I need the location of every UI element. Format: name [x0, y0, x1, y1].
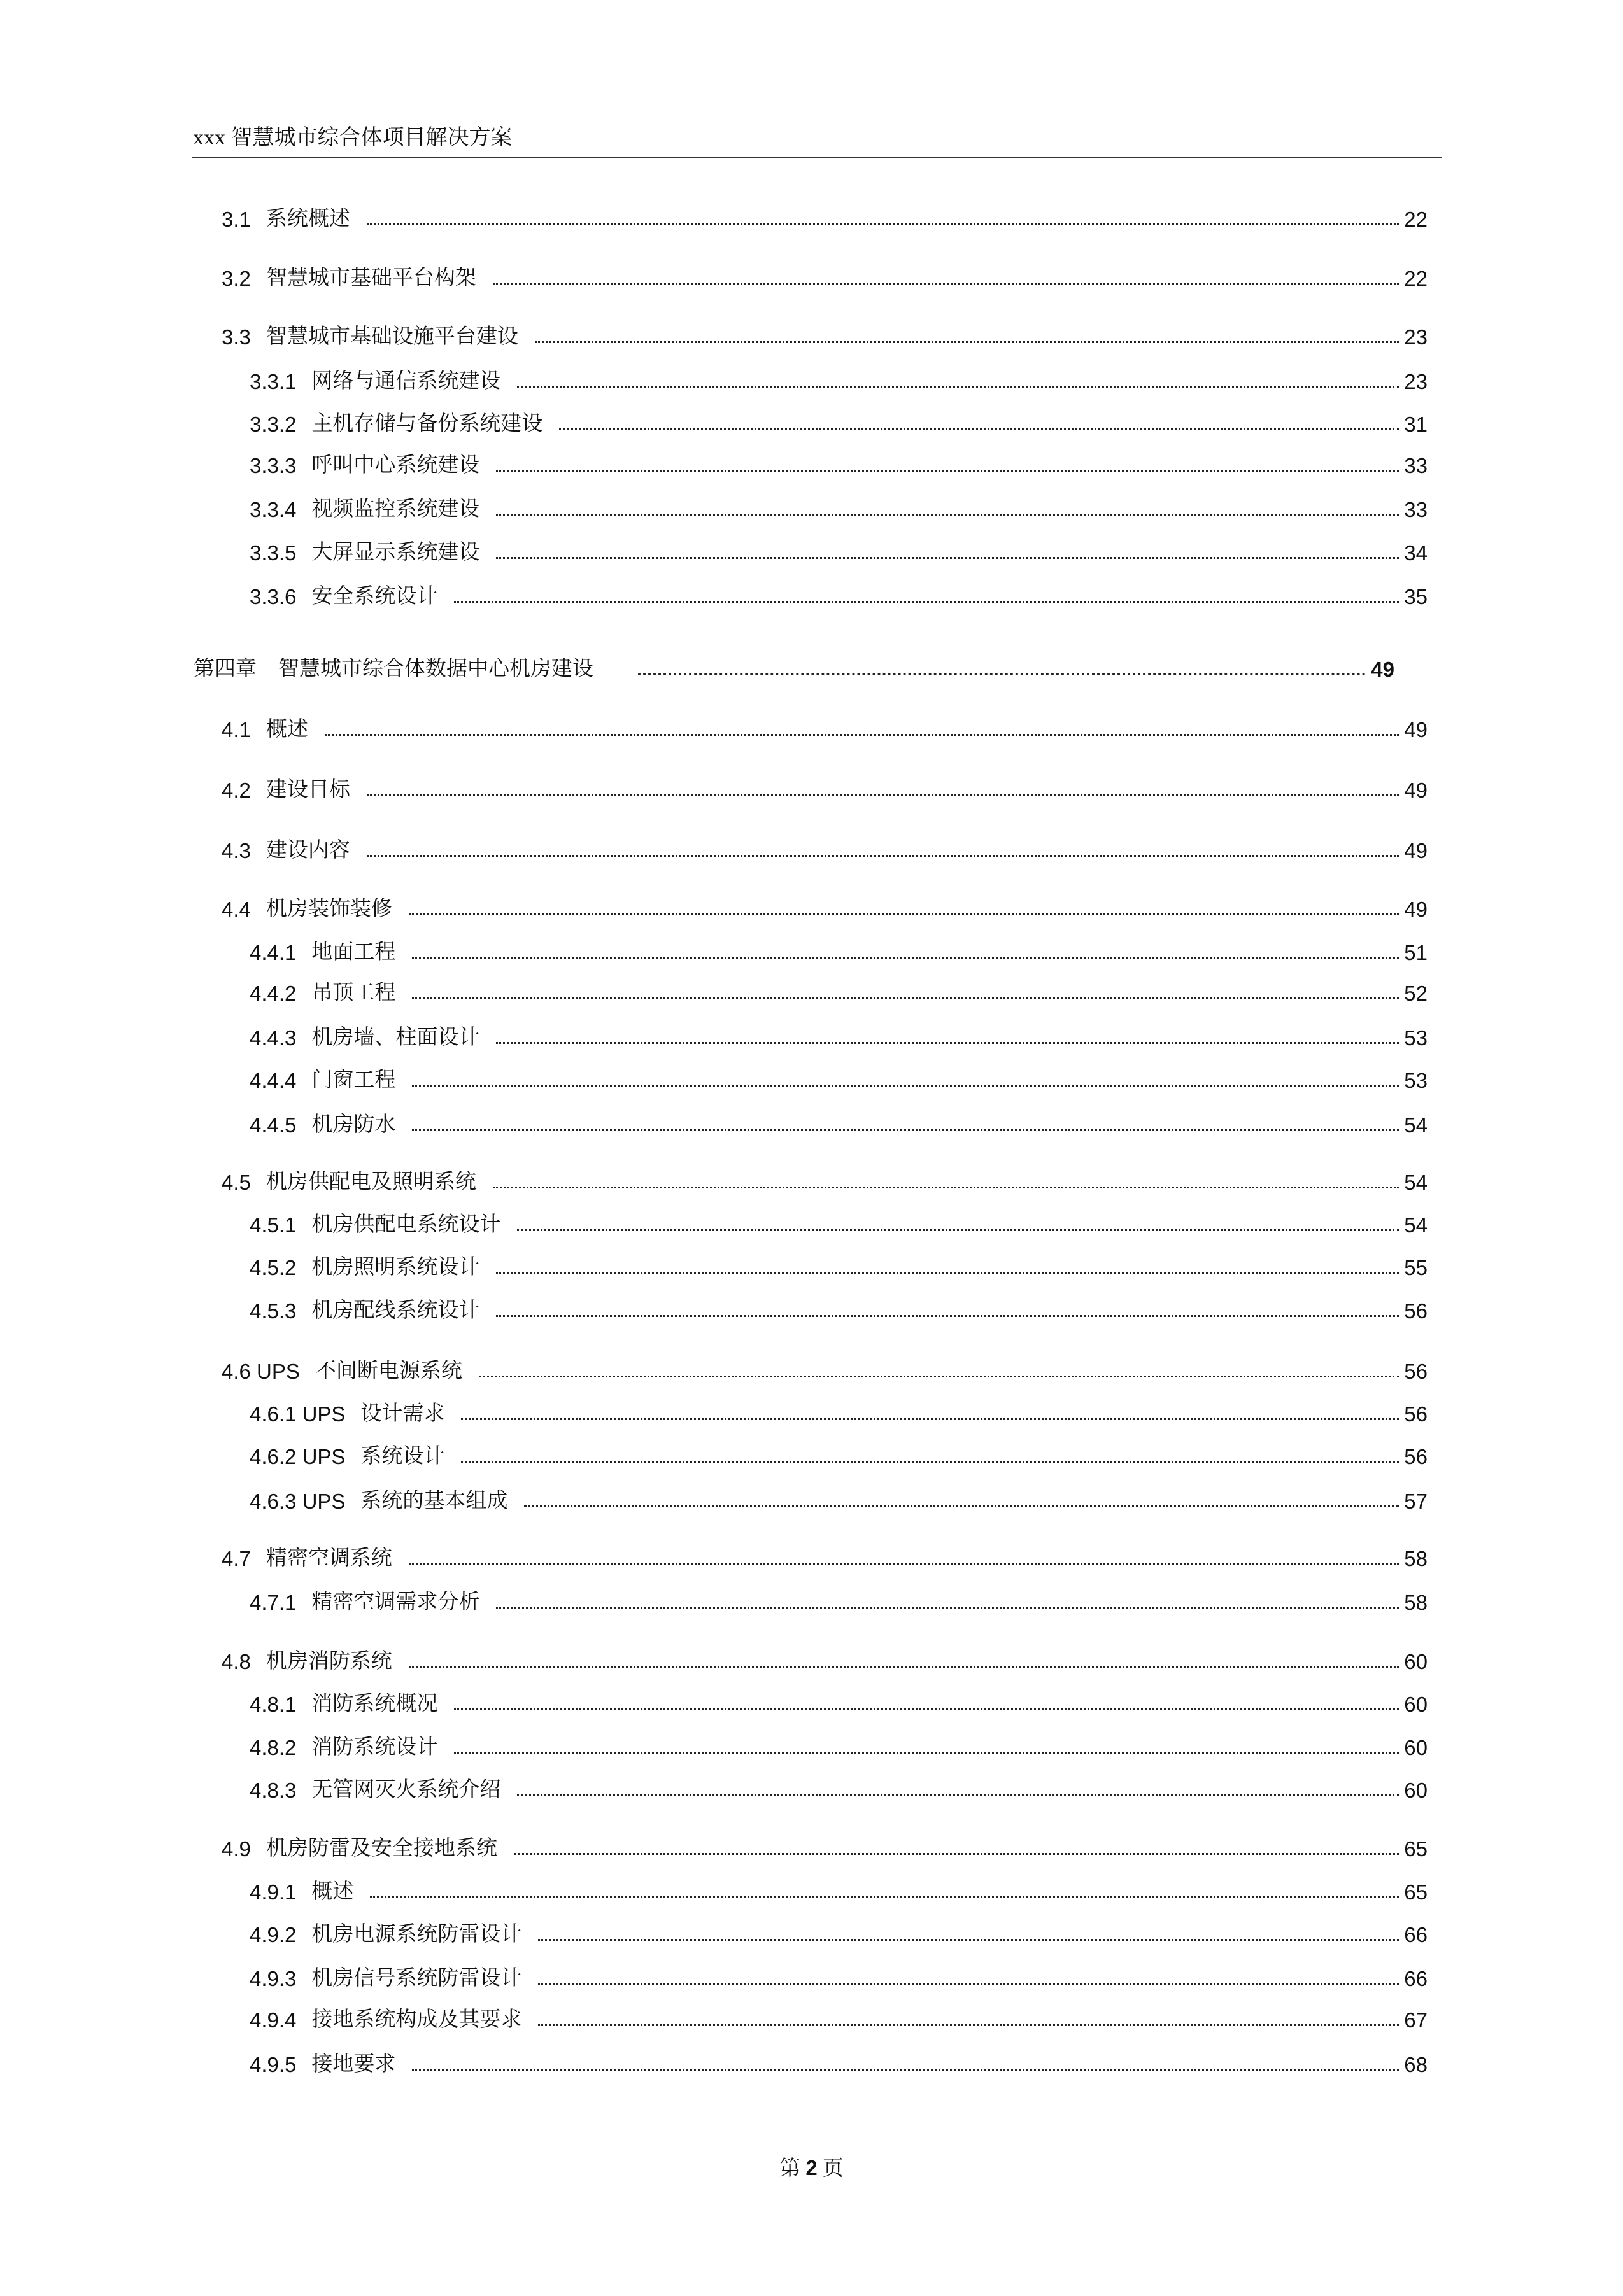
toc-entry-page: 54 [1404, 1113, 1428, 1137]
toc-entry-number: 4.3 [222, 839, 251, 863]
toc-entry-page: 66 [1404, 1967, 1428, 1990]
toc-entry-number: 4.9.3 [250, 1967, 297, 1990]
toc-entry[interactable] [250, 2004, 1428, 2032]
toc-entry-number: 4.8.3 [250, 1778, 297, 1802]
dot-leader [461, 1418, 1399, 1420]
toc-entry-number: 4.9.5 [250, 2053, 297, 2076]
toc-entry-title: 机房墙、柱面设计 [311, 1026, 480, 1049]
toc-entry-number: 4.9.1 [250, 1880, 297, 1904]
toc-entry-page: 68 [1404, 2053, 1428, 2076]
toc-entry-page: 67 [1404, 2008, 1428, 2032]
toc-entry[interactable] [194, 654, 1394, 682]
toc-entry-number: 4.4.5 [250, 1113, 297, 1137]
toc-entry-number: 4.7 [222, 1547, 251, 1570]
toc-entry-page: 56 [1404, 1402, 1428, 1426]
dot-leader [409, 1666, 1399, 1668]
dot-leader [496, 470, 1399, 472]
toc-entry-title: 网络与通信系统建设 [311, 370, 501, 393]
toc-entry-title: 吊顶工程 [311, 982, 396, 1004]
toc-entry-page: 33 [1404, 454, 1428, 477]
toc-entry-title: 智慧城市基础平台构架 [266, 267, 476, 290]
dot-leader [412, 1085, 1399, 1087]
dot-leader [367, 223, 1399, 225]
toc-entry-number: 4.4.1 [250, 941, 297, 964]
dot-leader [493, 283, 1399, 285]
toc-entry-title: 机房电源系统防雷设计 [311, 1923, 522, 1946]
toc-entry-title: 精密空调需求分析 [311, 1591, 480, 1614]
toc-entry[interactable] [250, 1587, 1428, 1615]
toc-entry[interactable] [222, 894, 1428, 922]
toc-entry-number: 4.8 [222, 1650, 251, 1673]
toc-entry[interactable] [250, 1398, 1428, 1426]
toc-entry-title: 机房配线系统设计 [311, 1299, 480, 1322]
toc-entry-page: 49 [1404, 778, 1428, 802]
toc-entry-number: 3.1 [222, 208, 251, 231]
toc-entry[interactable] [250, 1877, 1428, 1905]
toc-entry[interactable] [250, 1963, 1428, 1991]
dot-leader [496, 1042, 1399, 1044]
toc-entry-title: 系统概述 [266, 208, 350, 230]
toc-entry-number: 4.6 UPS [222, 1360, 300, 1383]
toc-entry[interactable] [250, 978, 1428, 1006]
dot-leader [559, 428, 1399, 430]
toc-entry[interactable] [222, 263, 1428, 291]
toc-entry-page: 60 [1404, 1778, 1428, 1802]
toc-entry-page: 60 [1404, 1650, 1428, 1673]
footer-prefix: 第 [779, 2157, 801, 2180]
toc-entry-number: 4.6.1 UPS [250, 1402, 346, 1426]
toc-entry-title: 精密空调系统 [266, 1547, 392, 1570]
toc-entry[interactable] [222, 1543, 1428, 1571]
toc-entry-page: 51 [1404, 941, 1428, 964]
toc-entry[interactable] [250, 1732, 1428, 1760]
dot-leader [409, 1563, 1399, 1565]
toc-entry-page: 34 [1404, 541, 1428, 565]
toc-entry-page: 54 [1404, 1213, 1428, 1237]
toc-entry-number: 4.4.4 [250, 1069, 297, 1092]
toc-entry-number: 4.4 [222, 898, 251, 921]
dot-leader [496, 1272, 1399, 1274]
toc-entry-number: 4.9 [222, 1837, 251, 1861]
toc-entry[interactable] [250, 1295, 1428, 1323]
toc-entry-page: 65 [1404, 1880, 1428, 1904]
dot-leader [412, 2069, 1399, 2071]
toc-entry-title: 机房防雷及安全接地系统 [266, 1837, 497, 1860]
toc-entry[interactable] [222, 1646, 1428, 1674]
toc-entry-title: 系统的基本组成 [360, 1490, 508, 1512]
toc-entry-number: 4.1 [222, 718, 251, 742]
toc-entry-number: 3.3.5 [250, 541, 297, 565]
dot-leader [367, 794, 1399, 796]
toc-entry-number: 4.4.3 [250, 1026, 297, 1050]
dot-leader [496, 1607, 1399, 1609]
toc-entry-number: 4.6.2 UPS [250, 1445, 346, 1468]
toc-entry[interactable] [250, 537, 1428, 565]
toc-entry-number: 4.2 [222, 778, 251, 802]
toc-entry-title: 机房防水 [311, 1113, 396, 1136]
dot-leader [496, 1315, 1399, 1317]
toc-entry-title: 机房信号系统防雷设计 [311, 1967, 522, 1990]
toc-entry-title: 无管网灭火系统介绍 [311, 1778, 501, 1801]
toc-entry[interactable] [222, 1833, 1428, 1861]
toc-entry-page: 55 [1404, 1256, 1428, 1279]
toc-entry-title: 消防系统概况 [311, 1693, 438, 1715]
toc-entry-number: 4.9.2 [250, 1923, 297, 1947]
toc-entry-title: 主机存储与备份系统建设 [311, 412, 543, 435]
toc-entry[interactable] [222, 1356, 1428, 1384]
dot-leader [538, 2024, 1399, 2026]
footer-suffix: 页 [822, 2157, 844, 2180]
toc-entry-number: 3.3.6 [250, 585, 297, 609]
toc-entry-title: 系统设计 [360, 1445, 445, 1468]
toc-entry-page: 52 [1404, 982, 1428, 1005]
toc-entry-page: 58 [1404, 1547, 1428, 1570]
dot-leader [517, 1794, 1399, 1796]
toc-entry-title: 机房供配电系统设计 [311, 1213, 501, 1236]
toc-entry-page: 66 [1404, 1923, 1428, 1947]
toc-entry-page: 35 [1404, 585, 1428, 609]
dot-leader [367, 855, 1399, 857]
toc-entry-title: 概述 [266, 718, 308, 741]
toc-entry-title: 大屏显示系统建设 [311, 541, 480, 564]
toc-entry-page: 53 [1404, 1026, 1428, 1050]
toc-entry-title: 接地系统构成及其要求 [311, 2008, 522, 2031]
toc-entry[interactable] [250, 366, 1428, 394]
toc-entry-page: 49 [1404, 898, 1428, 921]
toc-entry-title: 消防系统设计 [311, 1736, 438, 1759]
toc-entry[interactable] [250, 1109, 1428, 1137]
toc-entry[interactable] [250, 581, 1428, 609]
toc-entry-number: 4.6.3 UPS [250, 1490, 346, 1513]
dot-leader [412, 997, 1399, 999]
toc-entry-page: 56 [1404, 1299, 1428, 1323]
toc-entry-title: 呼叫中心系统建设 [311, 454, 480, 477]
toc-entry-page: 54 [1404, 1171, 1428, 1194]
toc-entry[interactable] [250, 494, 1428, 522]
toc-entry-page: 49 [1404, 718, 1428, 742]
toc-entry-page: 57 [1404, 1490, 1428, 1513]
toc-entry-number: 3.3.4 [250, 498, 297, 521]
toc-entry-title: 不间断电源系统 [315, 1360, 462, 1383]
dot-leader [517, 1229, 1399, 1231]
toc-entry-page: 58 [1404, 1591, 1428, 1614]
toc-entry-number: 3.3.1 [250, 370, 297, 393]
toc-entry-number: 4.4.2 [250, 982, 297, 1005]
toc-entry-title: 建设目标 [266, 778, 350, 801]
toc-entry-number: 4.9.4 [250, 2008, 297, 2032]
toc-entry-page: 56 [1404, 1360, 1428, 1383]
toc-entry-page: 53 [1404, 1069, 1428, 1092]
toc-entry-title: 接地要求 [311, 2053, 396, 2076]
dot-leader [454, 601, 1399, 603]
toc-entry[interactable] [222, 835, 1428, 863]
toc-entry[interactable] [222, 775, 1428, 803]
page-footer [0, 2152, 1623, 2181]
toc-entry[interactable] [250, 937, 1428, 965]
dot-leader [496, 557, 1399, 559]
dot-leader [454, 1752, 1399, 1754]
dot-leader [496, 514, 1399, 516]
toc-entry-title: 视频监控系统建设 [311, 498, 480, 521]
dot-leader [517, 386, 1399, 388]
toc-entry-page: 60 [1404, 1693, 1428, 1716]
dot-leader [325, 734, 1399, 736]
toc-entry-page: 33 [1404, 498, 1428, 521]
dot-leader [493, 1187, 1399, 1188]
dot-leader [412, 957, 1399, 959]
dot-leader [514, 1853, 1399, 1855]
toc-entry-page: 23 [1404, 325, 1428, 349]
toc-entry-number: 4.8.1 [250, 1693, 297, 1716]
dot-leader [479, 1376, 1399, 1377]
toc-entry-title: 安全系统设计 [311, 585, 438, 608]
toc-entry[interactable] [250, 2049, 1428, 2077]
dot-leader [538, 1939, 1399, 1941]
toc-entry[interactable] [250, 1919, 1428, 1947]
toc-entry[interactable] [250, 1252, 1428, 1280]
toc-entry-page: 22 [1404, 208, 1428, 231]
toc-entry-number: 第四章 [194, 658, 257, 680]
toc-entry[interactable] [222, 321, 1428, 349]
header-divider [192, 157, 1442, 158]
toc-entry-page: 65 [1404, 1837, 1428, 1861]
toc-entry[interactable] [250, 1065, 1428, 1093]
toc-entry-title: 建设内容 [266, 839, 350, 862]
toc-entry-number: 4.5.3 [250, 1299, 297, 1323]
dot-leader [412, 1129, 1399, 1131]
toc-entry-number: 3.3.2 [250, 412, 297, 436]
toc-entry-number: 4.7.1 [250, 1591, 297, 1614]
dot-leader [461, 1461, 1399, 1463]
toc-entry-page: 31 [1404, 412, 1428, 436]
toc-entry-title: 智慧城市综合体数据中心机房建设 [278, 658, 593, 680]
toc-entry-number: 4.5.2 [250, 1256, 297, 1279]
toc-entry-title: 机房消防系统 [266, 1650, 392, 1673]
toc-entry[interactable] [222, 1167, 1428, 1195]
toc-entry[interactable] [250, 1486, 1428, 1514]
toc-entry-page: 49 [1371, 658, 1394, 681]
toc-entry-page: 49 [1404, 839, 1428, 863]
toc-entry[interactable] [250, 1209, 1428, 1237]
toc-entry-number: 3.2 [222, 267, 251, 290]
toc-entry[interactable] [222, 204, 1428, 232]
toc-entry-number: 3.3 [222, 325, 251, 349]
dot-leader [370, 1896, 1399, 1898]
page-number: 2 [805, 2156, 818, 2180]
toc-entry-title: 设计需求 [360, 1402, 445, 1425]
toc-entry-page: 60 [1404, 1736, 1428, 1759]
document-header-title: xxx 智慧城市综合体项目解决方案 [193, 126, 513, 150]
toc-entry-page: 56 [1404, 1445, 1428, 1468]
toc-entry[interactable] [250, 1775, 1428, 1803]
dot-leader [535, 341, 1399, 343]
toc-entry[interactable] [250, 450, 1428, 478]
toc-entry-number: 4.5 [222, 1171, 251, 1194]
toc-entry[interactable] [222, 714, 1428, 742]
toc-entry-number: 4.8.2 [250, 1736, 297, 1759]
toc-entry-title: 机房照明系统设计 [311, 1256, 480, 1279]
toc-entry[interactable] [250, 409, 1428, 437]
dot-leader [524, 1505, 1399, 1507]
toc-entry[interactable] [250, 1689, 1428, 1717]
dot-leader [538, 1983, 1399, 1985]
toc-entry-number: 3.3.3 [250, 454, 297, 477]
toc-entry-page: 23 [1404, 370, 1428, 393]
toc-entry-title: 机房供配电及照明系统 [266, 1171, 476, 1194]
toc-entry-number: 4.5.1 [250, 1213, 297, 1237]
toc-entry-title: 地面工程 [311, 941, 396, 964]
toc-entry-title: 机房装饰装修 [266, 898, 392, 920]
dot-leader [409, 913, 1399, 915]
dot-leader [638, 673, 1366, 675]
dot-leader [454, 1708, 1399, 1710]
toc-entry-title: 概述 [311, 1880, 354, 1903]
toc-entry-page: 22 [1404, 267, 1428, 290]
toc-entry[interactable] [250, 1441, 1428, 1469]
toc-entry[interactable] [250, 1022, 1428, 1050]
toc-entry-title: 门窗工程 [311, 1069, 396, 1092]
toc-entry-title: 智慧城市基础设施平台建设 [266, 325, 518, 348]
